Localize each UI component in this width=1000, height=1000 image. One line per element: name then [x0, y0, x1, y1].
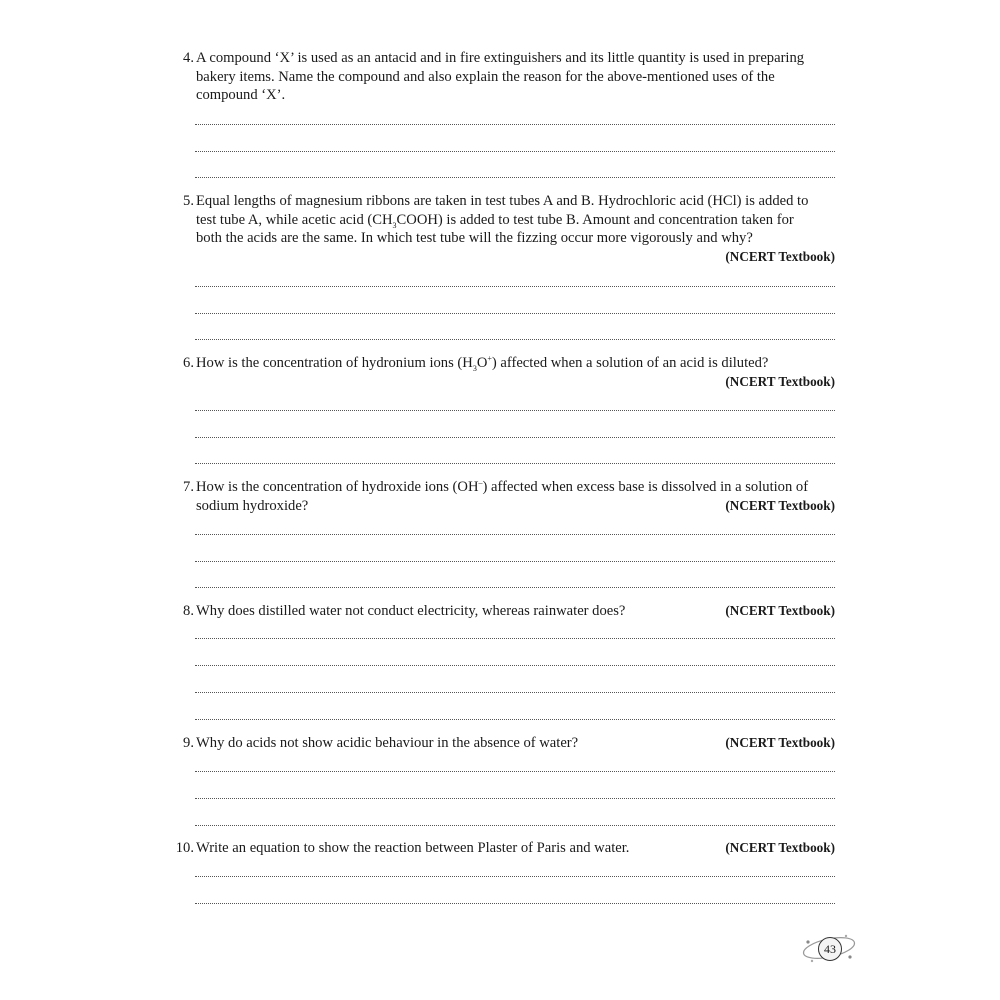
question-9	[170, 734, 835, 753]
source-tag: (NCERT Textbook)	[725, 373, 835, 389]
source-line	[196, 248, 835, 267]
question-line	[196, 734, 835, 753]
text-segment: Write an equation to show the reaction between Plaster of Paris and water.	[196, 840, 630, 856]
question-line: both the acids are the same. In which test tube will the fizzing occur more vigorously and why?	[196, 230, 753, 246]
answer-line[interactable]	[195, 719, 835, 720]
question-line	[196, 354, 835, 373]
answer-line[interactable]	[195, 903, 835, 904]
answer-line[interactable]	[195, 463, 835, 464]
text-segment: sodium hydroxide?	[196, 497, 309, 514]
question-number: 8.	[183, 603, 194, 619]
answer-line[interactable]	[195, 177, 835, 178]
question-number: 6.	[183, 355, 194, 371]
answer-line[interactable]	[195, 587, 835, 588]
text-segment: Why does distilled water not conduct electricity, whereas rainwater does?	[196, 603, 626, 619]
text-segment: How is the concentration of hydroxide ions (OH	[196, 479, 479, 495]
answer-line[interactable]	[195, 665, 835, 666]
question-number: 5.	[183, 193, 194, 209]
question-line	[196, 839, 835, 858]
question-line	[196, 602, 835, 621]
question-text	[196, 839, 835, 858]
source-line	[196, 373, 835, 392]
question-text	[196, 354, 835, 391]
question-line	[196, 478, 835, 497]
answer-line[interactable]	[195, 286, 835, 287]
question-7	[170, 478, 835, 515]
question-number: 4.	[183, 50, 194, 66]
question-10	[170, 839, 835, 858]
question-line: bakery items. Name the compound and also explain the reason for the above-mentioned uses of the	[196, 68, 775, 85]
answer-line[interactable]	[195, 339, 835, 340]
question-text	[196, 734, 835, 753]
answer-line[interactable]	[195, 825, 835, 826]
answer-line[interactable]	[195, 151, 835, 152]
answer-line[interactable]	[195, 771, 835, 772]
text-segment: How is the concentration of hydronium ions (H	[196, 355, 473, 371]
question-5	[170, 192, 835, 266]
question-line	[196, 211, 835, 230]
answer-line[interactable]	[195, 561, 835, 562]
question-text	[196, 478, 835, 515]
question-8	[170, 602, 835, 621]
text-segment: test tube A, while acetic acid (CH	[196, 211, 393, 228]
answer-line[interactable]	[195, 876, 835, 877]
source-tag: (NCERT Textbook)	[725, 603, 835, 618]
text-segment: Why do acids not show acidic behaviour in the absence of water?	[196, 735, 579, 751]
answer-line[interactable]	[195, 410, 835, 411]
source-tag: (NCERT Textbook)	[725, 735, 835, 750]
answer-line[interactable]	[195, 638, 835, 639]
question-6	[170, 354, 835, 391]
question-4	[170, 49, 835, 105]
question-text	[196, 192, 835, 266]
superscript: +	[487, 354, 492, 364]
text-segment: O	[476, 355, 488, 371]
text-segment: COOH) is added to test tube B. Amount and concentration taken for	[396, 211, 794, 228]
answer-line[interactable]	[195, 313, 835, 314]
question-text	[196, 49, 835, 105]
question-text	[196, 602, 835, 621]
answer-line[interactable]	[195, 534, 835, 535]
question-line: compound ‘X’.	[196, 87, 286, 103]
subscript: 3	[472, 363, 477, 373]
question-number: 10.	[175, 840, 194, 856]
question-line	[196, 497, 835, 516]
question-number: 7.	[183, 479, 194, 495]
question-number: 9.	[183, 735, 194, 751]
superscript: –	[478, 478, 483, 488]
page-number: 43	[818, 937, 842, 961]
answer-line[interactable]	[195, 437, 835, 438]
answer-line[interactable]	[195, 124, 835, 125]
page-number-badge	[800, 930, 860, 970]
text-segment: ) affected when excess base is dissolved in a solution of	[482, 479, 809, 495]
answer-line[interactable]	[195, 798, 835, 799]
source-tag: (NCERT Textbook)	[725, 248, 835, 264]
subscript: 3	[392, 220, 397, 230]
text-segment: ) affected when a solution of an acid is diluted?	[491, 355, 769, 371]
source-tag: (NCERT Textbook)	[725, 497, 835, 513]
answer-line[interactable]	[195, 692, 835, 693]
source-tag: (NCERT Textbook)	[725, 840, 835, 855]
question-line: A compound ‘X’ is used as an antacid and in fire extinguishers and its little quantity is used in preparing	[196, 50, 805, 66]
question-line: Equal lengths of magnesium ribbons are taken in test tubes A and B. Hydrochloric acid (HCl) is added to	[196, 193, 809, 209]
